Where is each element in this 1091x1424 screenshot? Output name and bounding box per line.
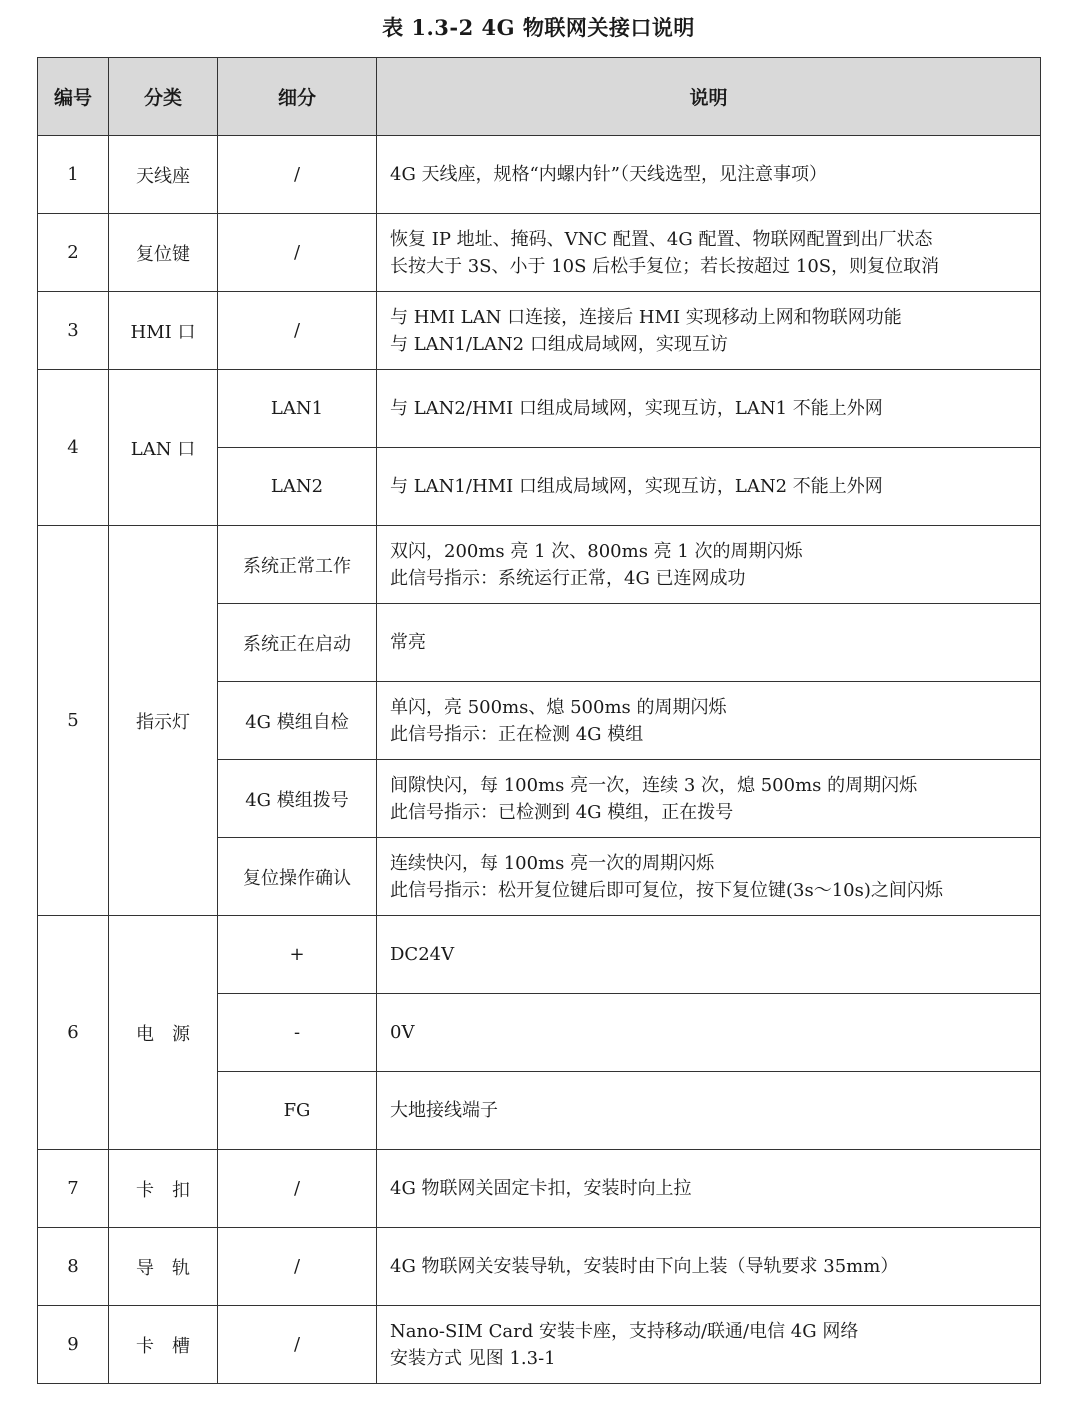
- cell-desc: [377, 1072, 1041, 1150]
- desc-line: 与 LAN2/HMI 口组成局域网，实现互访，LAN1 不能上外网: [390, 398, 883, 419]
- cell-desc: [377, 916, 1041, 994]
- desc-line: 此信号指示：已检测到 4G 模组，正在拨号: [390, 801, 734, 823]
- cell-no: 4: [38, 370, 109, 526]
- cell-sub: /: [218, 292, 377, 370]
- cell-sub: 4G 模组拨号: [218, 760, 377, 838]
- cell-no: 1: [38, 136, 109, 214]
- cell-category: LAN 口: [109, 370, 218, 526]
- cell-category: 复位键: [109, 214, 218, 292]
- desc-line: 大地接线端子: [390, 1100, 498, 1121]
- cell-no: 5: [38, 526, 109, 916]
- cell-desc: [377, 1150, 1041, 1228]
- cell-sub: -: [218, 994, 377, 1072]
- table-row: [38, 370, 1041, 448]
- desc-line: 间隙快闪，每 100ms 亮一次，连续 3 次，熄 500ms 的周期闪烁: [390, 774, 918, 796]
- table-row: [38, 292, 1041, 370]
- desc-line: 4G 天线座，规格“内螺内针”（天线选型，见注意事项）: [390, 164, 827, 185]
- table-row: [38, 136, 1041, 214]
- cell-sub: /: [218, 1228, 377, 1306]
- cell-desc: [377, 214, 1041, 292]
- desc-line: 此信号指示：系统运行正常，4G 已连网成功: [390, 567, 746, 589]
- cell-sub: LAN2: [218, 448, 377, 526]
- cell-no: 6: [38, 916, 109, 1150]
- table-row: [38, 1306, 1041, 1384]
- cell-sub: /: [218, 1306, 377, 1384]
- desc-line: 此信号指示：松开复位键后即可复位，按下复位键(3s～10s)之间闪烁: [390, 879, 943, 901]
- cell-category: 卡 扣: [109, 1150, 218, 1228]
- desc-line: 4G 物联网关固定卡扣，安装时向上拉: [390, 1178, 692, 1199]
- cell-no: 3: [38, 292, 109, 370]
- cell-sub: FG: [218, 1072, 377, 1150]
- cell-desc: [377, 1228, 1041, 1306]
- cell-no: 8: [38, 1228, 109, 1306]
- cell-sub: /: [218, 136, 377, 214]
- cell-category: 卡 槽: [109, 1306, 218, 1384]
- desc-line: 与 LAN1/LAN2 口组成局域网，实现互访: [390, 333, 728, 355]
- cell-desc: [377, 526, 1041, 604]
- header-desc: 说明: [377, 58, 1041, 136]
- cell-category: 导 轨: [109, 1228, 218, 1306]
- cell-no: 2: [38, 214, 109, 292]
- cell-category: 天线座: [109, 136, 218, 214]
- cell-sub: +: [218, 916, 377, 994]
- table-row: [38, 1150, 1041, 1228]
- cell-desc: [377, 682, 1041, 760]
- desc-line: 与 HMI LAN 口连接，连接后 HMI 实现移动上网和物联网功能: [390, 306, 902, 328]
- cell-desc: [377, 370, 1041, 448]
- cell-no: 7: [38, 1150, 109, 1228]
- header-category: 分类: [109, 58, 218, 136]
- cell-sub: 系统正在启动: [218, 604, 377, 682]
- table-row: [38, 526, 1041, 604]
- desc-line: 常亮: [390, 632, 426, 653]
- cell-no: 9: [38, 1306, 109, 1384]
- desc-line: 安装方式 见图 1.3-1: [390, 1347, 556, 1369]
- desc-line: 4G 物联网关安装导轨，安装时由下向上装（导轨要求 35mm）: [390, 1256, 899, 1277]
- desc-line: 此信号指示：正在检测 4G 模组: [390, 723, 644, 745]
- header-sub: 细分: [218, 58, 377, 136]
- cell-desc: [377, 604, 1041, 682]
- table-row: [38, 214, 1041, 292]
- desc-line: Nano-SIM Card 安装卡座，支持移动/联通/电信 4G 网络: [390, 1320, 859, 1342]
- table-body: [38, 136, 1041, 1384]
- cell-sub: 4G 模组自检: [218, 682, 377, 760]
- cell-category: 电 源: [109, 916, 218, 1150]
- cell-desc: [377, 136, 1041, 214]
- cell-desc: [377, 760, 1041, 838]
- desc-line: 与 LAN1/HMI 口组成局域网，实现互访，LAN2 不能上外网: [390, 476, 883, 497]
- header-no: 编号: [38, 58, 109, 136]
- table-header-row: [38, 58, 1041, 136]
- cell-desc: [377, 838, 1041, 916]
- cell-desc: [377, 994, 1041, 1072]
- table-title: 表 1.3-2 4G 物联网关接口说明: [382, 15, 695, 40]
- desc-line: 长按大于 3S、小于 10S 后松手复位；若长按超过 10S，则复位取消: [390, 255, 940, 277]
- table-row: [38, 916, 1041, 994]
- cell-category: 指示灯: [109, 526, 218, 916]
- cell-category: HMI 口: [109, 292, 218, 370]
- cell-sub: /: [218, 214, 377, 292]
- cell-sub: 复位操作确认: [218, 838, 377, 916]
- cell-desc: [377, 1306, 1041, 1384]
- table-row: [38, 1228, 1041, 1306]
- desc-line: 连续快闪，每 100ms 亮一次的周期闪烁: [390, 852, 715, 874]
- desc-line: DC24V: [390, 944, 455, 965]
- cell-sub: 系统正常工作: [218, 526, 377, 604]
- cell-desc: [377, 292, 1041, 370]
- desc-line: 单闪，亮 500ms、熄 500ms 的周期闪烁: [390, 696, 727, 718]
- desc-line: 恢复 IP 地址、掩码、VNC 配置、4G 配置、物联网配置到出厂状态: [390, 228, 933, 250]
- cell-desc: [377, 448, 1041, 526]
- desc-line: 双闪，200ms 亮 1 次、800ms 亮 1 次的周期闪烁: [390, 540, 803, 562]
- cell-sub: LAN1: [218, 370, 377, 448]
- interface-table: [37, 57, 1041, 1384]
- desc-line: 0V: [390, 1022, 415, 1043]
- cell-sub: /: [218, 1150, 377, 1228]
